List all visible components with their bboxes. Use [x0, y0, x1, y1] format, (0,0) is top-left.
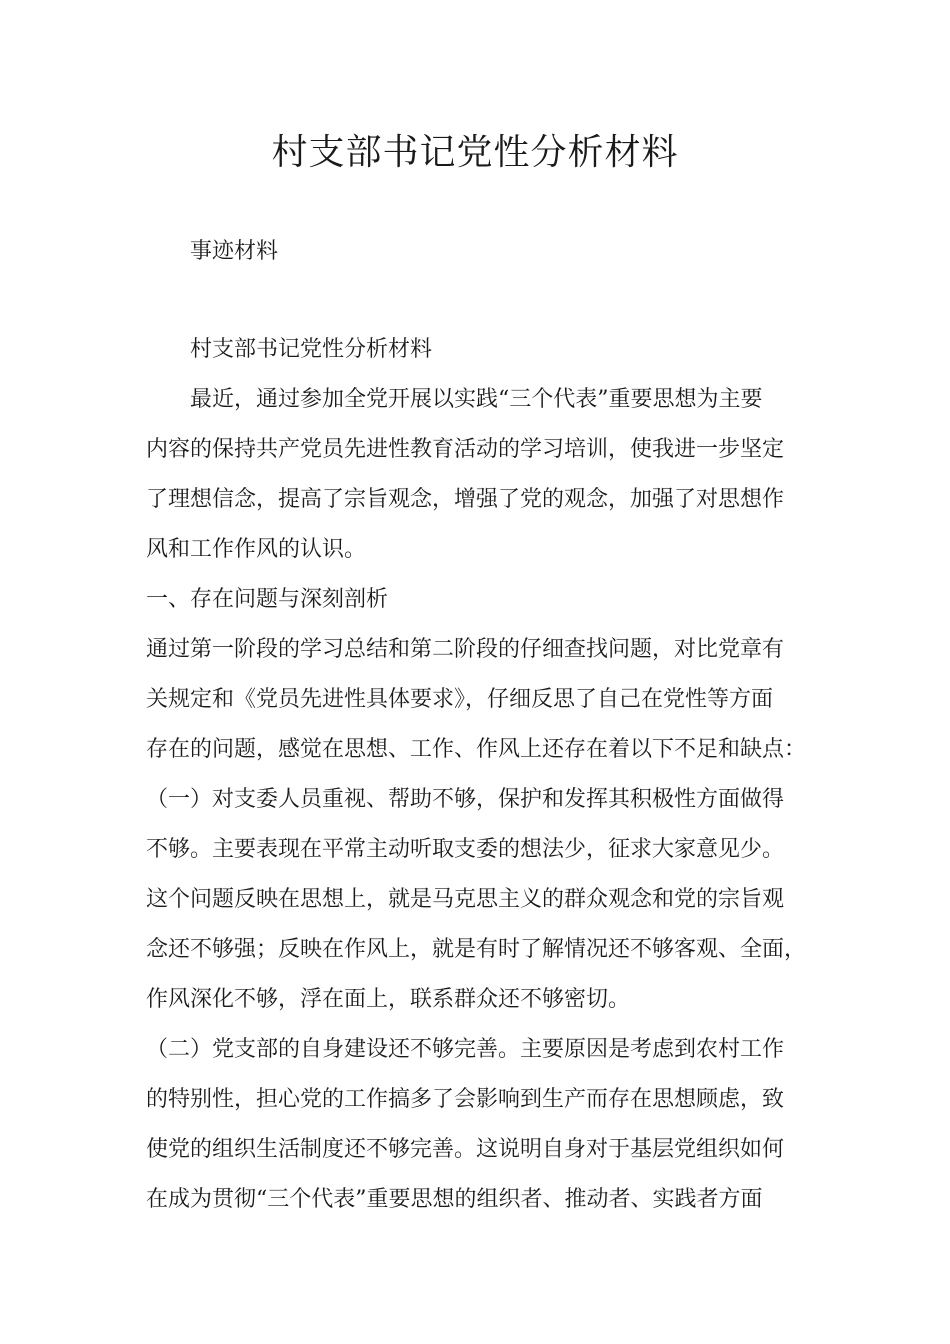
body-line: 通过第一阶段的学习总结和第二阶段的仔细查找问题，对比党章有 [146, 637, 785, 662]
body-line: （一）对支委人员重视、帮助不够，保护和发挥其积极性方面做得 [146, 787, 785, 812]
body-line: 的特别性，担心党的工作搞多了会影响到生产而存在思想顾虑，致 [146, 1087, 785, 1112]
document-title: 村支部书记党性分析材料 [271, 132, 679, 173]
section-heading: 一、存在问题与深刻剖析 [146, 587, 389, 612]
document-subtitle: 村支部书记党性分析材料 [190, 337, 433, 362]
body-line: 念还不够强；反映在作风上，就是有时了解情况还不够客观、全面， [146, 937, 807, 962]
body-line: 作风深化不够，浮在面上，联系群众还不够密切。 [146, 987, 631, 1012]
body-line: 使党的组织生活制度还不够完善。这说明自身对于基层党组织如何 [146, 1137, 785, 1162]
body-line: 内容的保持共产党员先进性教育活动的学习培训，使我进一步坚定 [146, 437, 785, 462]
body-line: 最近，通过参加全党开展以实践“三个代表”重要思想为主要 [190, 387, 763, 412]
body-line: 存在的问题，感觉在思想、工作、作风上还存在着以下不足和缺点： [146, 737, 807, 762]
body-line: 了理想信念，提高了宗旨观念，增强了党的观念，加强了对思想作 [146, 487, 785, 512]
category-label: 事迹材料 [190, 239, 279, 264]
body-line: 风和工作作风的认识。 [146, 537, 367, 562]
body-line: 这个问题反映在思想上，就是马克思主义的群众观念和党的宗旨观 [146, 887, 785, 912]
body-line: 在成为贯彻“三个代表”重要思想的组织者、推动者、实践者方面 [146, 1187, 763, 1212]
body-line: 关规定和《党员先进性具体要求》，仔细反思了自己在党性等方面 [146, 687, 774, 712]
body-line: 不够。主要表现在平常主动听取支委的想法少，征求大家意见少。 [146, 837, 785, 862]
body-line: （二）党支部的自身建设还不够完善。主要原因是考虑到农村工作 [146, 1037, 785, 1062]
